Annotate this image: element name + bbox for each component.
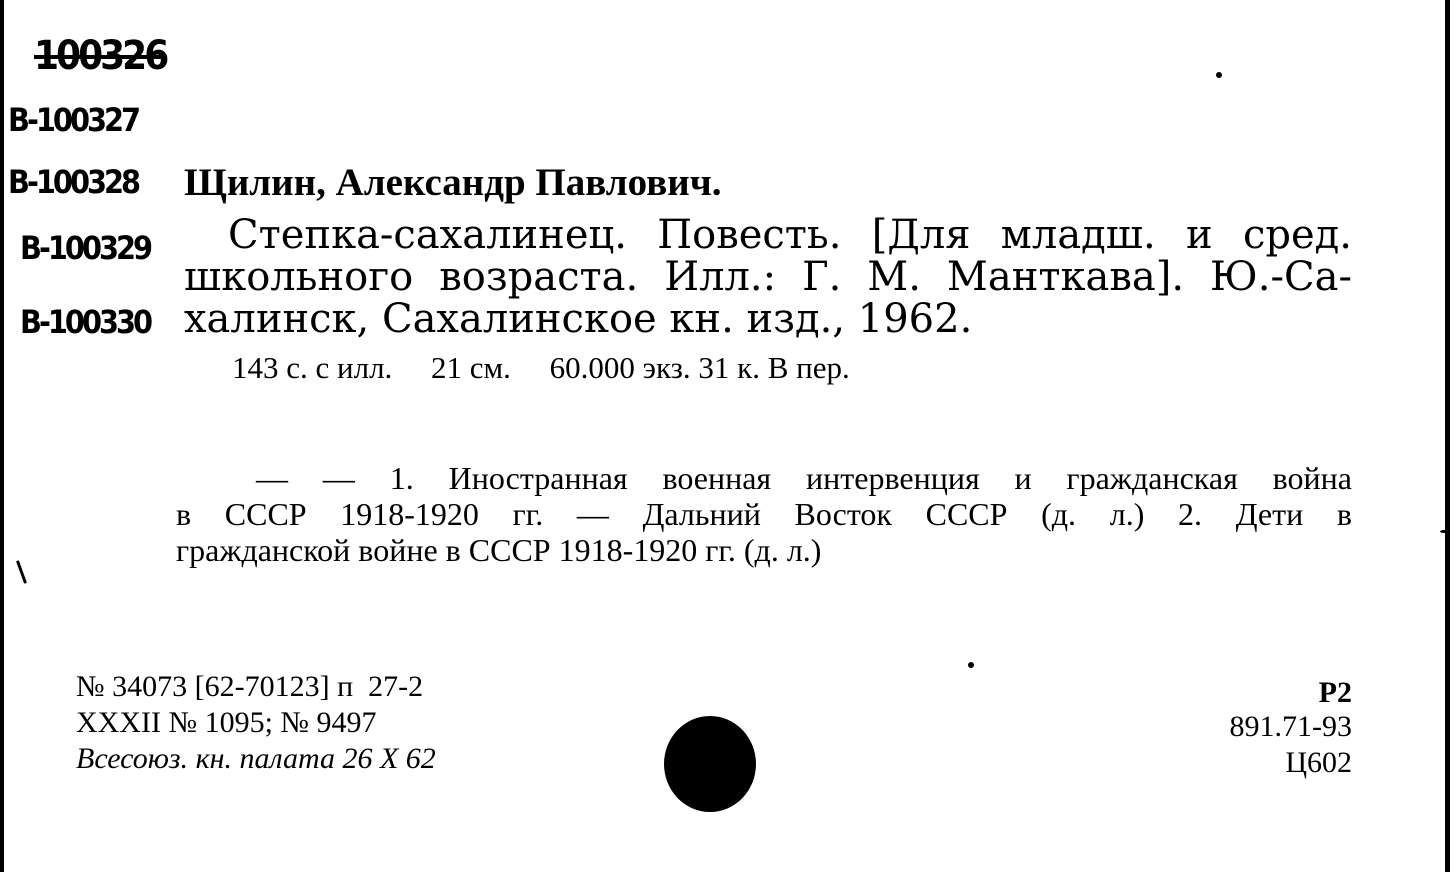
title-line-2-wrap <box>184 254 1352 300</box>
scan-speck <box>1216 72 1222 78</box>
footer-left-line-1: № 34073 [62-70123] п 27-2 <box>76 670 424 703</box>
scan-speck <box>1440 530 1448 533</box>
title-line-1: Степка-сахалинец. Повесть. [Для младш. и сред. <box>228 212 1352 258</box>
footer-right-line-1: Р2 <box>1318 676 1352 709</box>
subject-line-1: — — 1. Иностранная военная интервенция и гражданская война <box>256 460 1352 496</box>
punch-hole <box>664 716 756 812</box>
footer-left-line-3: Всесоюз. кн. палата 26 X 62 <box>76 742 436 775</box>
subject-line-1-wrap <box>256 460 1352 497</box>
footer-right-line-2: 891.71-93 <box>1229 710 1352 743</box>
subject-line-3: гражданской войне в СССР 1918-1920 гг. (д. л.) <box>176 532 822 568</box>
scan-speck <box>968 662 974 668</box>
footer-left-line-2: XXXII № 1095; № 9497 <box>76 706 377 739</box>
title-line-2: школьного возраста. Илл.: Г. М. Манткава]. Ю.-Са- <box>184 254 1352 300</box>
handwritten-number-2: B-100327 <box>8 101 139 139</box>
title-line-1-wrap <box>228 212 1352 258</box>
physical-description: 143 с. с илл. 21 см. 60.000 экз. 31 к. В пер. <box>232 350 850 385</box>
title-line-3: халинск, Сахалинское кн. изд., 1962. <box>184 296 973 342</box>
subject-line-2: в СССР 1918-1920 гг. — Дальний Восток СССР (д. л.) 2. Дети в <box>176 496 1352 532</box>
author-heading: Щилин, Александр Павлович. <box>184 161 722 204</box>
handwritten-number-5: B-100330 <box>20 303 151 341</box>
footer-right-line-3: Ц602 <box>1285 746 1352 779</box>
handwritten-number-1: 100326 <box>34 33 167 79</box>
handwritten-number-3: B-100328 <box>8 163 139 201</box>
subject-line-2-wrap <box>176 496 1352 533</box>
handwritten-number-4: B-100329 <box>20 229 151 267</box>
